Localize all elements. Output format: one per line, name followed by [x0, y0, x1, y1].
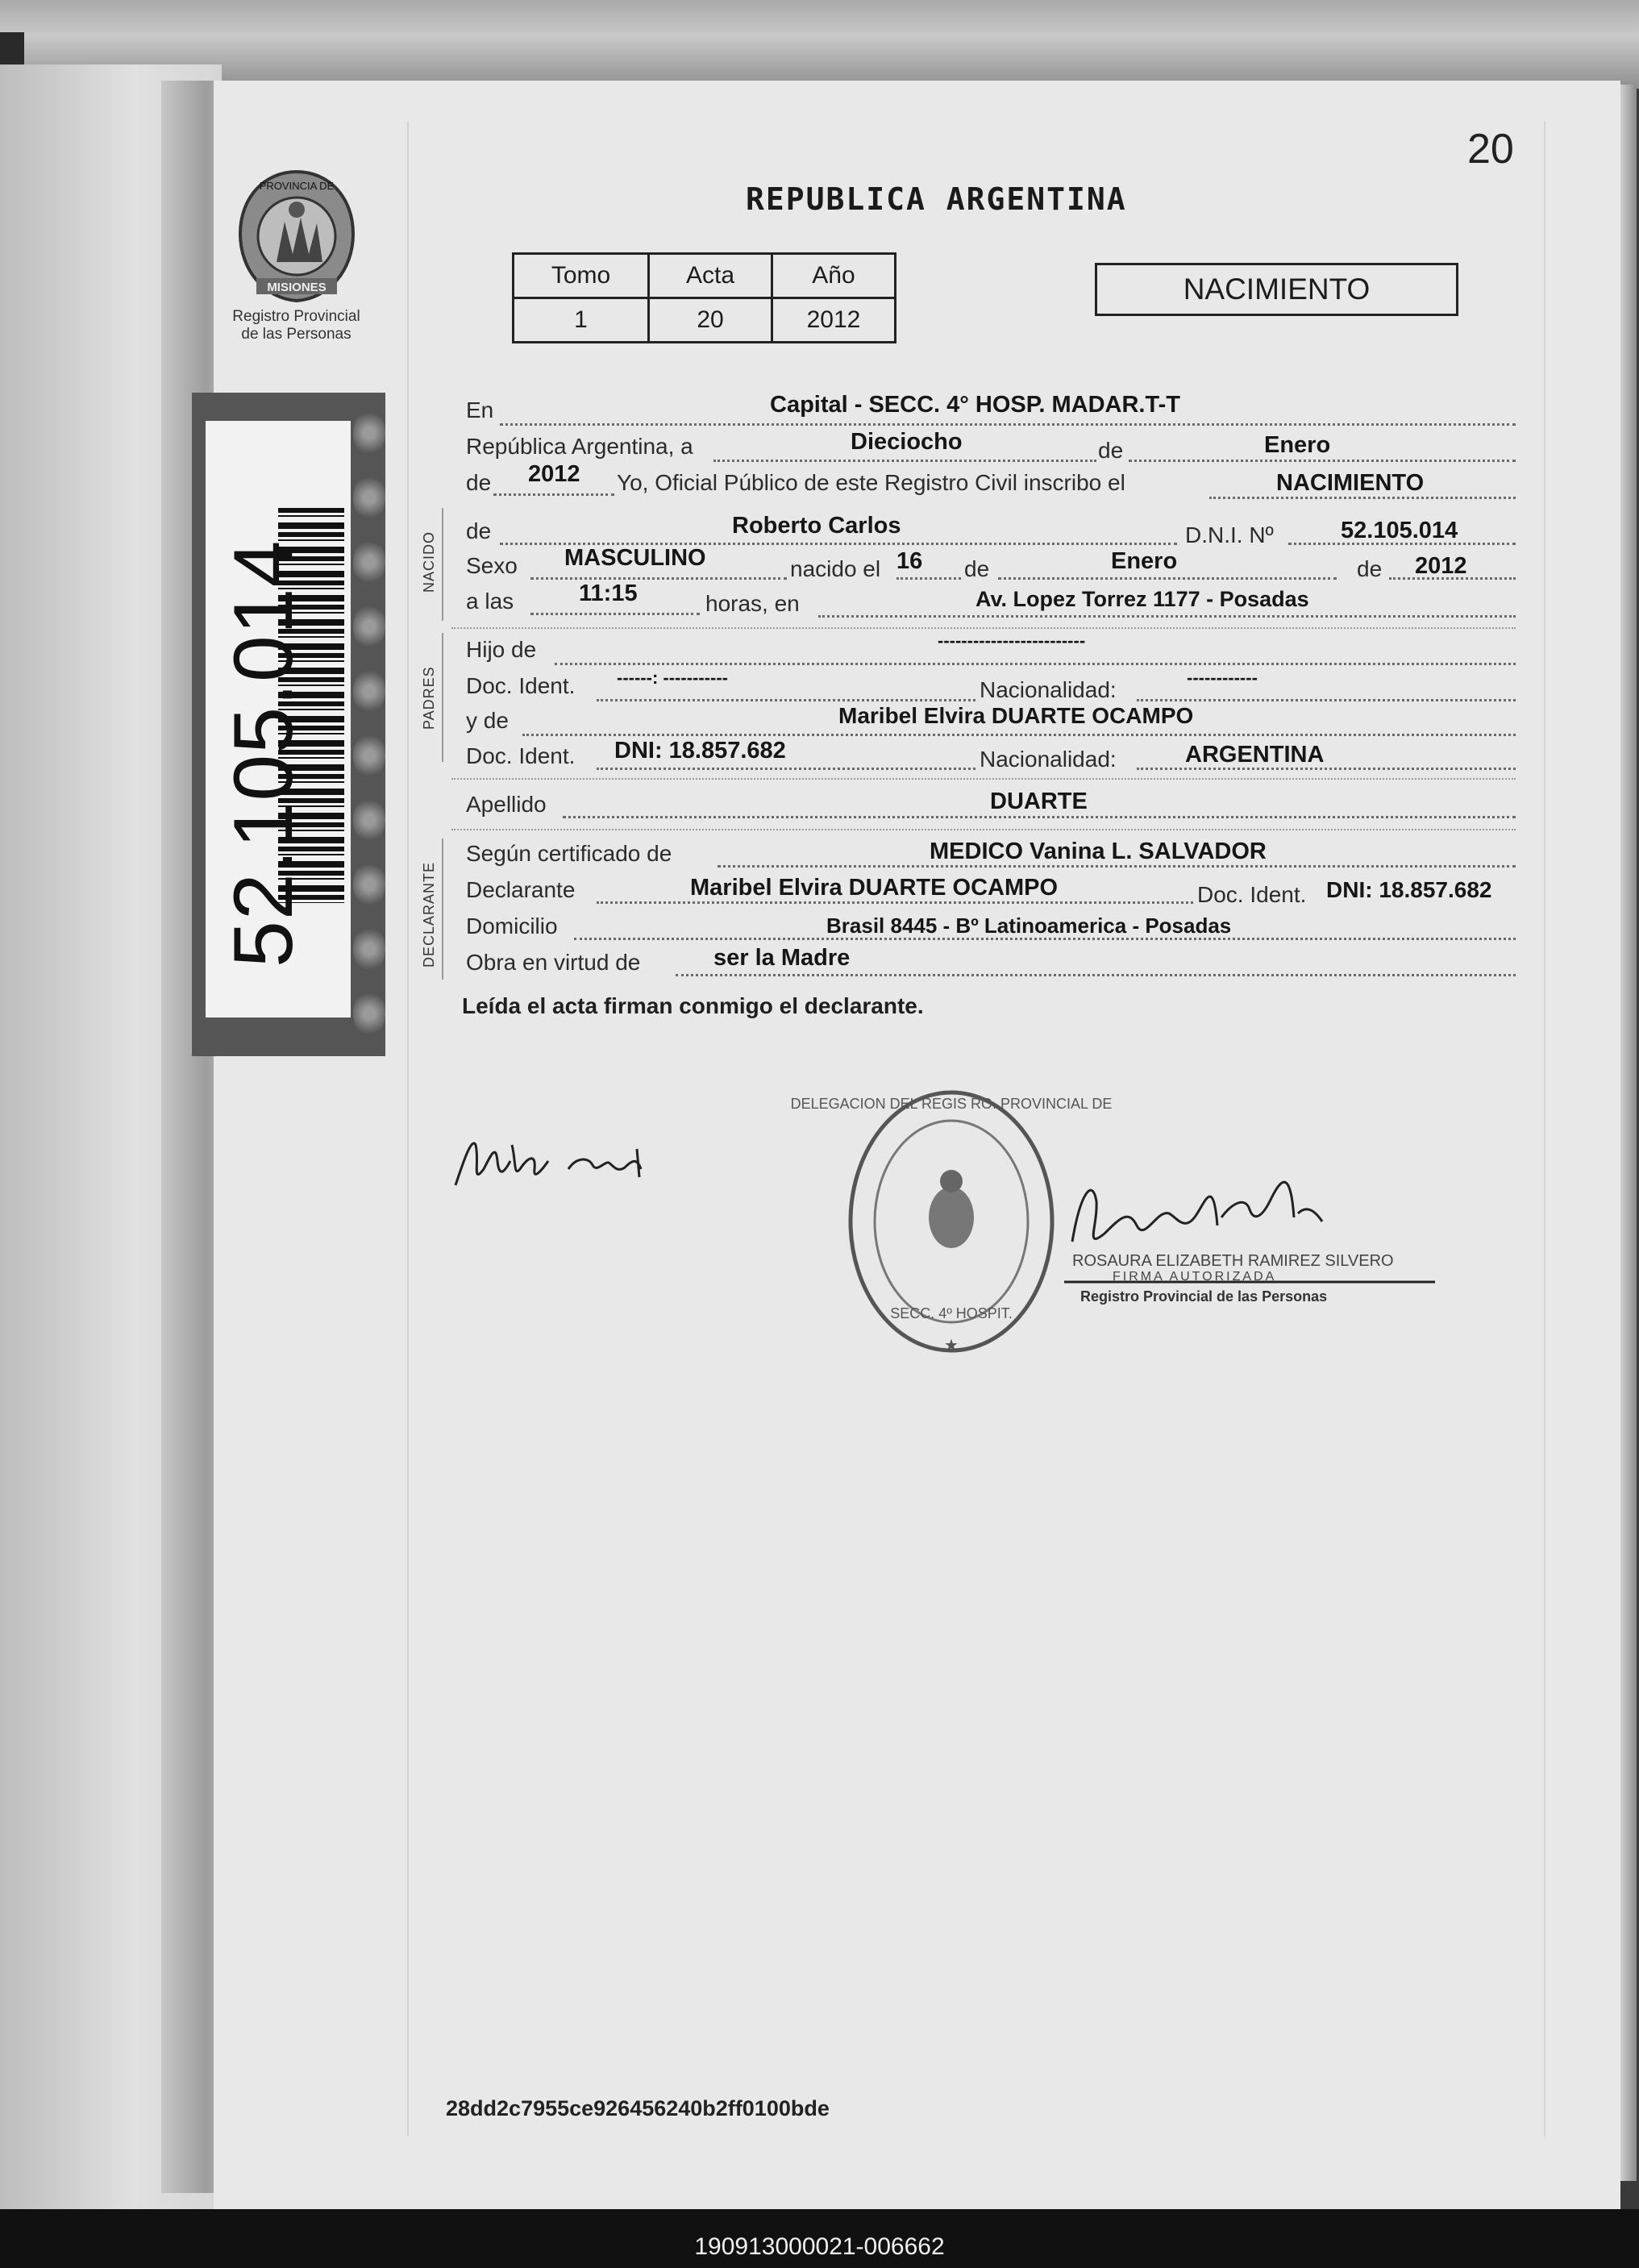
dotted-line: [998, 577, 1337, 580]
label-domicilio: Domicilio: [466, 913, 558, 938]
closing-note: Leída el acta firman conmigo el declarante.: [462, 993, 924, 1018]
section-label-born: NACIDO: [421, 531, 437, 593]
dotted-line: [1137, 699, 1516, 701]
svg-text:FIRMA AUTORIZADA: FIRMA AUTORIZADA: [1113, 1270, 1277, 1284]
dotted-line: [818, 615, 1516, 618]
page-guide-line: [1544, 121, 1545, 2137]
document-hash: 28dd2c7955ce926456240b2ff0100bde: [446, 2096, 830, 2120]
svg-text:PROVINCIA DE: PROVINCIA DE: [259, 180, 335, 192]
security-seal: [353, 473, 385, 522]
security-seal: [353, 731, 385, 780]
dotted-line: [530, 613, 700, 615]
label-hijo-de: Hijo de: [466, 637, 537, 662]
label-de: de: [964, 556, 990, 581]
label-horas-en: horas, en: [705, 591, 800, 616]
officer-signature: [1048, 1145, 1451, 1306]
table-cell: 2012: [772, 298, 896, 343]
label-de: de: [466, 518, 492, 543]
table-header: Año: [772, 254, 896, 298]
section-rule: [442, 508, 443, 621]
field-birth-day: 16: [896, 548, 923, 574]
field-dni: 52.105.014: [1341, 518, 1458, 543]
field-declarant-doc: DNI: 18.857.682: [1326, 877, 1492, 902]
field-sex: MASCULINO: [564, 545, 706, 571]
field-father-doc: ------: -----------: [617, 668, 728, 688]
background-surface: [0, 0, 1639, 89]
label-dni: D.N.I. Nº: [1185, 522, 1274, 547]
table-header-row: [514, 254, 896, 298]
field-declarant: Maribel Elvira DUARTE OCAMPO: [690, 875, 1059, 901]
field-mother: Maribel Elvira DUARTE OCAMPO: [838, 703, 1194, 728]
field-mother-doc: DNI: 18.857.682: [614, 738, 786, 764]
svg-text:ROSAURA ELIZABETH RAMIREZ SILV: ROSAURA ELIZABETH RAMIREZ SILVERO: [1072, 1252, 1394, 1270]
field-address: Brasil 8445 - Bº Latinoamerica - Posadas: [826, 913, 1232, 938]
section-label-parents: PADRES: [421, 666, 437, 730]
section-rule: [442, 633, 443, 762]
section-divider: [451, 778, 1516, 780]
label-de: de: [1098, 438, 1124, 463]
footer-id: 190913000021-006662: [694, 2233, 945, 2260]
dotted-line: [597, 699, 975, 701]
label-de: de: [1357, 556, 1383, 581]
security-seal: [353, 538, 385, 586]
security-seal: [353, 602, 385, 651]
label-a-las: a las: [466, 589, 514, 614]
page-number: 20: [1467, 126, 1514, 173]
dotted-line: [718, 865, 1516, 868]
security-seal: [353, 925, 385, 973]
label-declarante: Declarante: [466, 877, 576, 902]
field-birth-year: 2012: [1415, 553, 1467, 579]
security-seal: [353, 796, 385, 844]
label-segun: Según certificado de: [466, 841, 672, 866]
field-year-registered: 2012: [528, 461, 580, 487]
svg-text:MISIONES: MISIONES: [267, 281, 327, 294]
svg-text:Registro Provincial de las Per: Registro Provincial de las Personas: [1080, 1288, 1328, 1305]
label-obra: Obra en virtud de: [466, 950, 641, 975]
section-divider: [451, 829, 1516, 830]
registry-table: [512, 252, 896, 343]
field-surname: DUARTE: [990, 789, 1088, 814]
dotted-line: [1209, 497, 1516, 499]
label-nacido-el: nacido el: [790, 556, 881, 581]
field-place: Capital - SECC. 4° HOSP. MADAR.T-T: [770, 392, 1180, 418]
label-apellido: Apellido: [466, 792, 547, 817]
document-title: REPUBLICA ARGENTINA: [746, 181, 1127, 217]
province-emblem: [232, 165, 361, 306]
field-certificate: MEDICO Vanina L. SALVADOR: [930, 839, 1267, 864]
dotted-line: [500, 423, 1516, 426]
label-nacionalidad: Nacionalidad:: [980, 747, 1117, 772]
dotted-line: [597, 768, 975, 770]
field-day-words: Dieciocho: [851, 429, 963, 455]
dotted-line: [597, 901, 1193, 904]
field-birth-time: 11:15: [579, 581, 638, 606]
security-seal: [353, 860, 385, 909]
table-cell: 20: [649, 298, 772, 343]
table-header: Acta: [649, 254, 772, 298]
act-type-box: NACIMIENTO: [1095, 263, 1458, 316]
field-birth-place: Av. Lopez Torrez 1177 - Posadas: [975, 587, 1309, 611]
dotted-line: [522, 734, 1516, 736]
oficial-text: Yo, Oficial Público de este Registro Civil inscribo el: [617, 470, 1125, 495]
security-seal: [353, 409, 385, 457]
field-name: Roberto Carlos: [732, 513, 901, 539]
section-label-declarant: DECLARANTE: [421, 861, 437, 968]
label-y-de: y de: [466, 708, 509, 733]
page-guide-line: [407, 121, 409, 2137]
table-cell: 1: [514, 298, 649, 343]
dotted-line: [676, 974, 1516, 976]
section-divider: [451, 627, 1516, 629]
registry-caption: Registro Provincial de las Personas: [232, 308, 360, 343]
label-de: de: [466, 470, 492, 495]
label-doc-ident: Doc. Ident.: [466, 673, 576, 698]
label-doc-ident: Doc. Ident.: [1197, 882, 1307, 907]
field-father-nationality: ------------: [1187, 668, 1258, 688]
field-month-registered: Enero: [1264, 432, 1331, 458]
dotted-line: [1129, 460, 1516, 462]
page-edge: [1620, 85, 1637, 2181]
label-sexo: Sexo: [466, 553, 518, 578]
svg-text:DELEGACION DEL REGIS RO. PROVI: DELEGACION DEL REGIS RO. PROVINCIAL DE: [790, 1096, 1113, 1112]
table-header: Tomo: [514, 254, 649, 298]
security-seal: [353, 989, 385, 1038]
section-rule: [442, 839, 443, 980]
dotted-line: [530, 577, 787, 580]
field-act-word: NACIMIENTO: [1276, 470, 1425, 496]
declarant-signature: [447, 1113, 689, 1234]
svg-text:SECC. 4º HOSPIT.: SECC. 4º HOSPIT.: [890, 1305, 1013, 1321]
barcode-number: 52.105.014: [217, 539, 310, 968]
dotted-line: [493, 493, 614, 496]
field-birth-month: Enero: [1111, 548, 1178, 574]
dotted-line: [563, 816, 1516, 818]
table-row: [514, 298, 896, 343]
security-seal: [353, 667, 385, 715]
dotted-line: [713, 460, 1096, 462]
label-en: En: [466, 397, 494, 422]
label-nacionalidad: Nacionalidad:: [980, 677, 1117, 702]
label-republica: República Argentina, a: [466, 434, 693, 459]
field-capacity: ser la Madre: [713, 945, 851, 971]
dotted-line: [896, 577, 961, 580]
official-stamp: [790, 1076, 1113, 1367]
svg-text:★: ★: [944, 1337, 959, 1355]
label-doc-ident: Doc. Ident.: [466, 743, 576, 768]
field-father: -------------------------: [938, 630, 1086, 651]
dotted-line: [555, 663, 1516, 665]
field-mother-nationality: ARGENTINA: [1185, 742, 1325, 768]
